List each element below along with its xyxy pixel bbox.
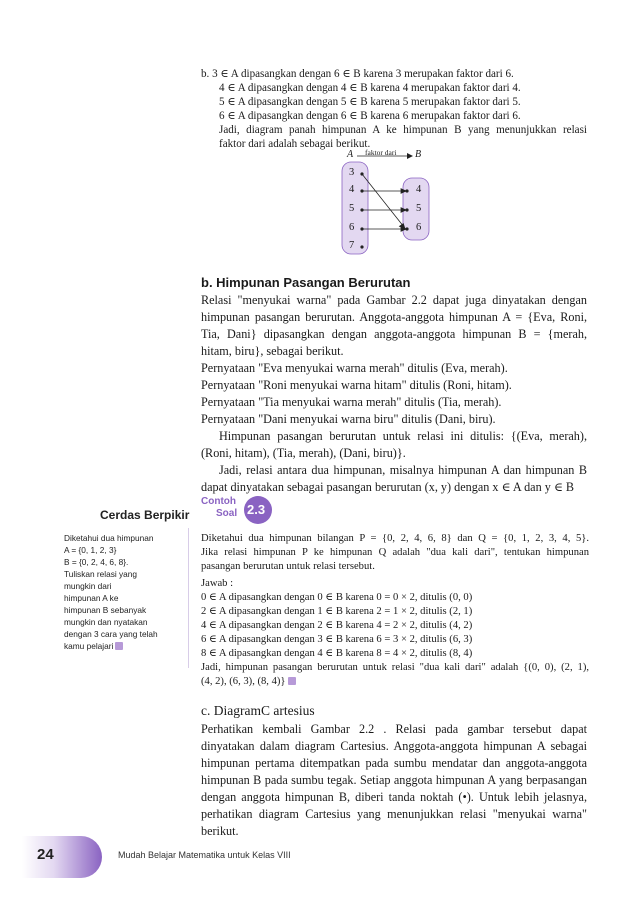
paragraph-line: dapat dinyatakan sebagai pasangan berurutan (x, y) dengan x ∈ A dan y ∈ B	[201, 480, 575, 494]
badge-number: 2.3	[247, 502, 266, 517]
text-line: faktor dari adalah sebagai berikut.	[219, 138, 371, 150]
paragraph-line: berikut.	[201, 824, 239, 838]
paragraph-line: hitam, biru}, sebagai berikut.	[201, 344, 344, 358]
set-a-element: 5	[349, 203, 355, 214]
answer-line: 6 ∈ A dipasangkan dengan 3 ∈ B karena 6 = 3 × 2, ditulis (6, 3)	[201, 634, 473, 645]
set-a-element: 4	[349, 184, 355, 195]
footer-page-tab	[22, 836, 102, 878]
answer-line: 4 ∈ A dipasangkan dengan 2 ∈ B karena 4 = 2 × 2, ditulis (4, 2)	[201, 620, 473, 631]
text-line: b. 3 ∈ A dipasangkan dengan 6 ∈ B karena 3 merupakan faktor dari 6.	[201, 68, 514, 80]
sidebar-line: himpunan A ke	[64, 593, 119, 603]
sidebar-line: A = {0, 1, 2, 3}	[64, 545, 117, 555]
set-a-element: 6	[349, 222, 355, 233]
sidebar-line: mungkin dari	[64, 581, 112, 591]
paragraph-line: himpunan pertama ditempatkan pada sumbu mendatar dan anggota-anggota	[201, 756, 587, 770]
set-a-dot	[360, 245, 363, 248]
badge-label-top: Contoh	[201, 496, 236, 507]
paragraph-line: Perhatikan kembali Gambar 2.2 . Relasi pada gambar tersebut dapat	[201, 722, 587, 736]
text-line: 4 ∈ A dipasangkan dengan 4 ∈ B karena 4 merupakan faktor dari 4.	[219, 82, 521, 94]
set-b-label: B	[415, 149, 422, 160]
sidebar-line: Tuliskan relasi yang	[64, 569, 138, 579]
conclusion-text: (4, 2), (6, 3), (8, 4)}	[201, 676, 286, 687]
paragraph-line: dengan anggota himpunan B, diberi tanda noktah (•). Untuk lebih jelasnya,	[201, 790, 587, 804]
answer-line: 2 ∈ A dipasangkan dengan 1 ∈ B karena 2 = 1 × 2, ditulis (2, 1)	[201, 606, 473, 617]
sidebar-line: Diketahui dua himpunan	[64, 533, 154, 543]
example-badge	[200, 496, 280, 524]
sidebar-background	[0, 0, 22, 912]
sidebar-line: mungkin dan nyatakan	[64, 617, 148, 627]
paragraph-line: (Roni, hitam), (Tia, merah), (Dani, biru)}.	[201, 446, 406, 460]
statement-line: Pernyataan "Roni menyukai warna hitam" ditulis (Roni, hitam).	[201, 378, 512, 392]
paragraph-line: himpunan pasangan berurutan. Anggota-anggota himpunan A = {Eva, Roni,	[201, 310, 587, 324]
answer-line: 8 ∈ A dipasangkan dengan 4 ∈ B karena 8 = 4 × 2, ditulis (8, 4)	[201, 648, 473, 659]
page-number: 24	[37, 846, 54, 863]
conclusion-line: Jadi, himpunan pasangan berurutan untuk relasi "dua kali dari" adalah {(0, 0), (2, 1),	[201, 662, 589, 673]
statement-line: Pernyataan "Dani menyukai warna biru" ditulis (Dani, biru).	[201, 412, 496, 426]
set-b-element: 4	[416, 184, 422, 195]
sidebar-line: himpunan B sebanyak	[64, 605, 147, 615]
sidebar-line	[64, 641, 184, 653]
paragraph-line: Tia, Dani} dipasangkan dengan anggota-anggota himpunan B = {merah,	[201, 327, 587, 341]
answer-label: Jawab :	[201, 578, 234, 589]
set-b-element: 6	[416, 222, 422, 233]
sidebar-line: dengan 3 cara yang telah	[64, 629, 158, 639]
paragraph-line: Relasi "menyukai warna" pada Gambar 2.2 dapat juga dinyatakan dengan	[201, 293, 587, 307]
relation-label: faktor dari	[365, 148, 397, 157]
text-line: Jadi, diagram panah himpunan A ke himpunan B yang menunjukkan relasi	[219, 124, 587, 136]
statement-line: Pernyataan "Eva menyukai warna merah" ditulis (Eva, merah).	[201, 361, 508, 375]
conclusion-line	[201, 675, 589, 689]
paragraph-line: Himpunan pasangan berurutan untuk relasi ini ditulis: {(Eva, merah),	[219, 429, 587, 443]
sidebar-line-text: kamu pelajari	[64, 641, 114, 651]
example-problem-line: Diketahui dua himpunan bilangan P = {0, 2, 4, 6, 8} dan Q = {0, 1, 2, 3, 4, 5}.	[201, 533, 589, 544]
paragraph-line: dinyatakan dalam diagram Cartesius. Anggota-anggota himpunan A sebagai	[201, 739, 587, 753]
sidebar-line: B = {0, 2, 4, 6, 8}.	[64, 557, 129, 567]
text-line: 5 ∈ A dipasangkan dengan 5 ∈ B karena 5 merupakan faktor dari 5.	[219, 96, 521, 108]
example-problem-line: Jika relasi himpunan P ke himpunan Q adalah "dua kali dari", tentukan himpunan	[201, 547, 589, 558]
answer-line: 0 ∈ A dipasangkan dengan 0 ∈ B karena 0 = 0 × 2, ditulis (0, 0)	[201, 592, 473, 603]
relation-arrow-head	[407, 153, 413, 159]
set-a-element: 3	[349, 167, 355, 178]
badge-label-bottom: Soal	[216, 508, 238, 519]
set-b-element: 5	[416, 203, 422, 214]
paragraph-line: himpunan B pada sumbu tegak. Setiap anggota himpunan A yang berpasangan	[201, 773, 587, 787]
paragraph-line: perhatikan diagram Cartesius yang menunjukkan relasi "menyukai warna"	[201, 807, 587, 821]
set-a-label: A	[347, 149, 354, 160]
section-heading: b. Himpunan Pasangan Berurutan	[201, 275, 411, 290]
set-a-element: 7	[349, 240, 355, 251]
text-line: 6 ∈ A dipasangkan dengan 6 ∈ B karena 6 merupakan faktor dari 6.	[219, 110, 521, 122]
end-mark-icon	[115, 642, 123, 650]
set-a-oval	[342, 162, 368, 254]
end-mark-icon	[288, 677, 296, 685]
book-title: Mudah Belajar Matematika untuk Kelas VIII	[118, 850, 291, 860]
sidebar-title: Cerdas Berpikir	[100, 508, 190, 522]
example-problem-line: pasangan berurutan untuk relasi tersebut.	[201, 561, 375, 572]
statement-line: Pernyataan "Tia menyukai warna merah" ditulis (Tia, merah).	[201, 395, 502, 409]
paragraph-line: Jadi, relasi antara dua himpunan, misalnya himpunan A dan himpunan B	[219, 463, 587, 477]
section-heading: c. DiagramC artesius	[201, 703, 315, 718]
